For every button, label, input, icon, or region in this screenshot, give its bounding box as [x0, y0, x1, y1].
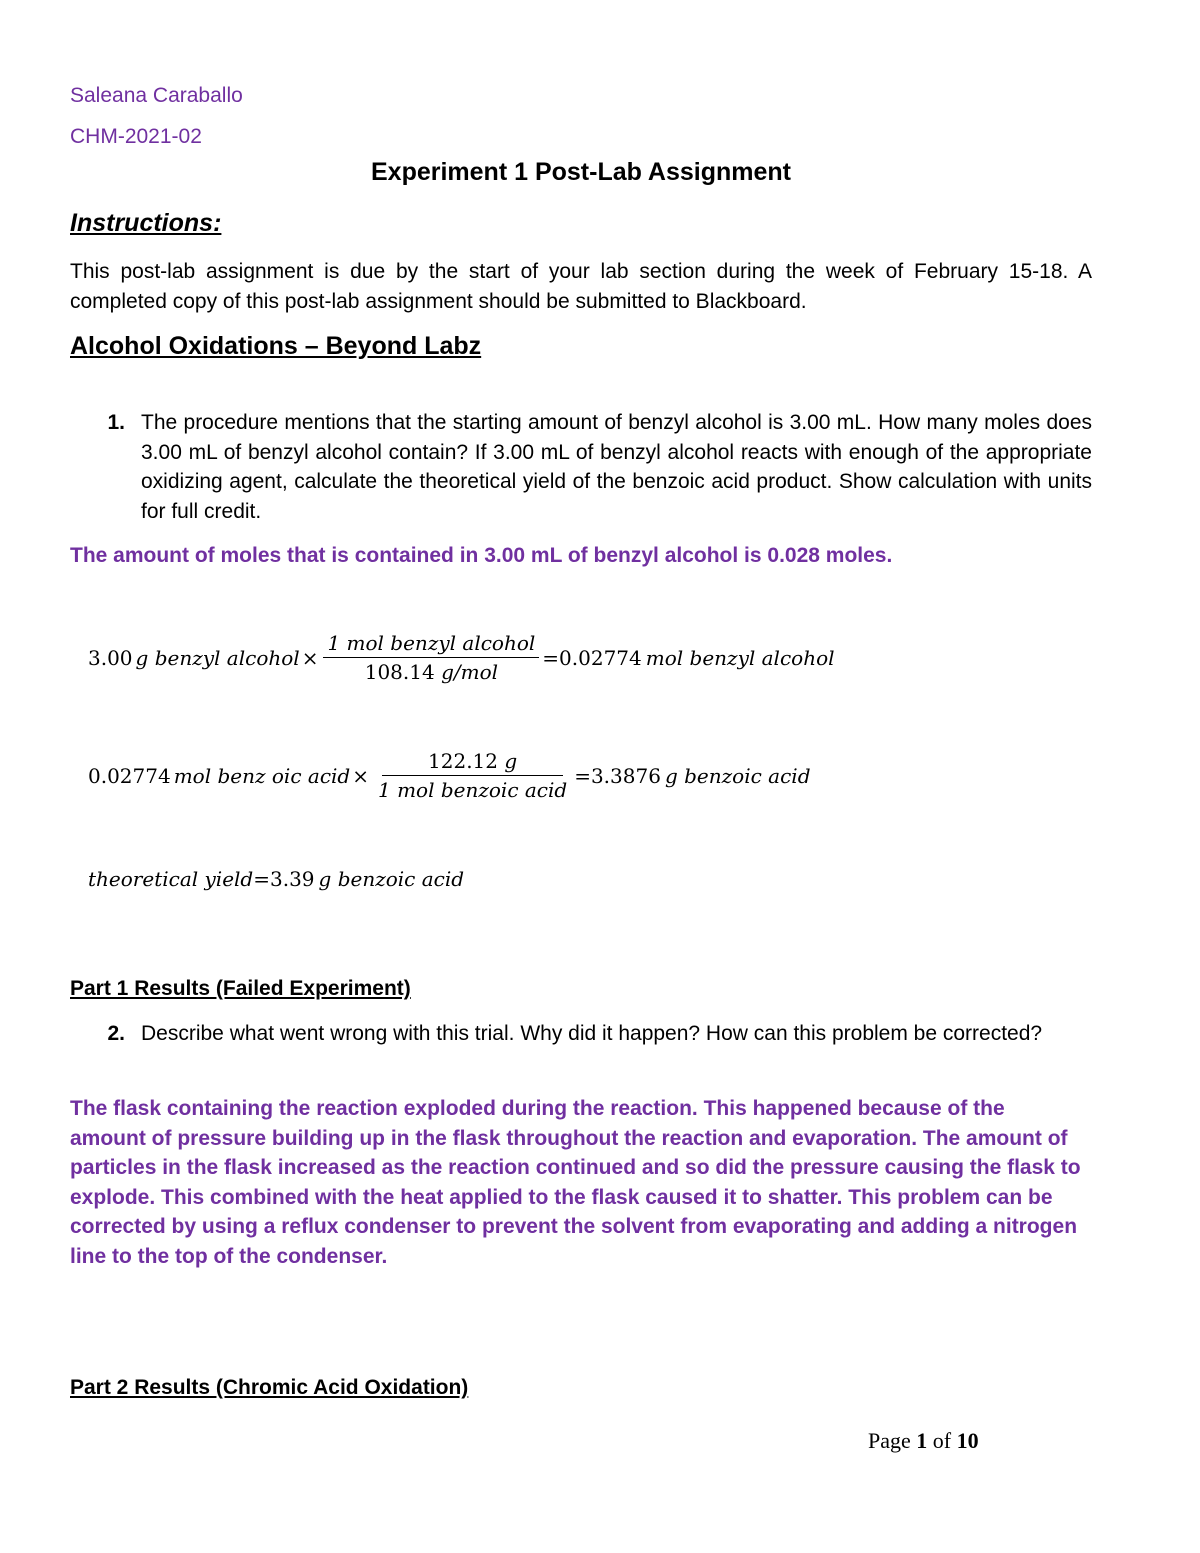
- equation-3: [88, 867, 464, 891]
- page-total: 10: [956, 1428, 979, 1453]
- page-title: Experiment 1 Post-Lab Assignment: [371, 158, 791, 186]
- instructions-heading: Instructions:: [70, 209, 222, 237]
- eq2-numerator-value: 122.12: [428, 749, 498, 773]
- eq2-numerator: [382, 749, 563, 776]
- question-1: [70, 408, 1092, 526]
- eq3-unit: g benzoic acid: [318, 867, 465, 891]
- answer-2: The flask containing the reaction exploded during the reaction. This happened because of the amount of pressure building up in the flask throughout the reaction and evaporation. The amount of particles in the flask increased as the reaction continued and so did the pressure causing the flask to explode. This combined with the heat applied to the flask caused it to shatter. This problem can be corrected by using a reflux condenser to prevent the solvent from evaporating and adding a nitrogen line to the top of the condenser.: [70, 1097, 1081, 1268]
- page-label: Page: [868, 1428, 911, 1453]
- eq1-denominator-value: 108.14: [364, 660, 435, 684]
- page-number: [868, 1428, 979, 1454]
- eq2-result-unit: g benzoic acid: [664, 763, 811, 788]
- part1-heading: Part 1 Results (Failed Experiment): [70, 977, 411, 1000]
- eq2-lhs-value: 0.02774: [88, 763, 171, 788]
- eq1-denominator: [361, 658, 502, 684]
- eq3-lhs: theoretical yield: [88, 867, 254, 891]
- eq1-denominator-unit: g/mol: [441, 660, 499, 684]
- eq1-lhs-value: 3.00: [88, 645, 133, 670]
- question-2: [70, 1019, 1092, 1049]
- page-of: of: [932, 1428, 952, 1453]
- eq1-result: =0.02774: [542, 645, 642, 670]
- equation-1: [88, 631, 835, 684]
- question-1-number: 1.: [107, 411, 125, 434]
- eq1-fraction: [323, 631, 539, 684]
- part2-heading: Part 2 Results (Chromic Acid Oxidation): [70, 1376, 469, 1399]
- eq1-result-unit: mol benzyl alcohol: [645, 645, 835, 670]
- page-current: 1: [916, 1428, 928, 1453]
- eq1-lhs-unit: g benzyl alcohol: [135, 645, 300, 670]
- eq2-result: =3.3876: [574, 763, 661, 788]
- answer-1: The amount of moles that is contained in 3.00 mL of benzyl alcohol is 0.028 moles.: [70, 544, 893, 567]
- equation-2: [88, 749, 811, 802]
- eq2-numerator-unit: g: [504, 749, 518, 773]
- eq2-denominator: 1 mol benzoic acid: [377, 778, 568, 802]
- question-2-number: 2.: [107, 1022, 125, 1045]
- eq2-times: ×: [352, 763, 369, 788]
- eq1-numerator: 1 mol benzyl alcohol: [323, 631, 539, 658]
- section-heading: Alcohol Oxidations – Beyond Labz: [70, 332, 482, 360]
- course-code: CHM-2021-02: [70, 125, 202, 148]
- eq1-times: ×: [301, 645, 319, 670]
- instructions-text: This post-lab assignment is due by the start of your lab section during the week of February 15-18. A completed copy of this post-lab assignment should be submitted to Blackboard.: [70, 260, 1092, 313]
- question-1-text: The procedure mentions that the starting amount of benzyl alcohol is 3.00 mL. How many moles does 3.00 mL of benzyl alcohol contain? If 3.00 mL of benzyl alcohol reacts with enough of the appropriate oxidizing agent, calculate the theoretical yield of the benzoic acid product. Show calculation with units for full credit.: [141, 411, 1092, 523]
- eq3-equals: =3.39: [253, 867, 315, 891]
- question-2-text: Describe what went wrong with this trial. Why did it happen? How can this problem be corrected?: [141, 1022, 1043, 1045]
- student-name: Saleana Caraballo: [70, 84, 243, 107]
- eq2-lhs-unit: mol benz oic acid: [173, 763, 351, 788]
- eq2-fraction: [374, 749, 571, 802]
